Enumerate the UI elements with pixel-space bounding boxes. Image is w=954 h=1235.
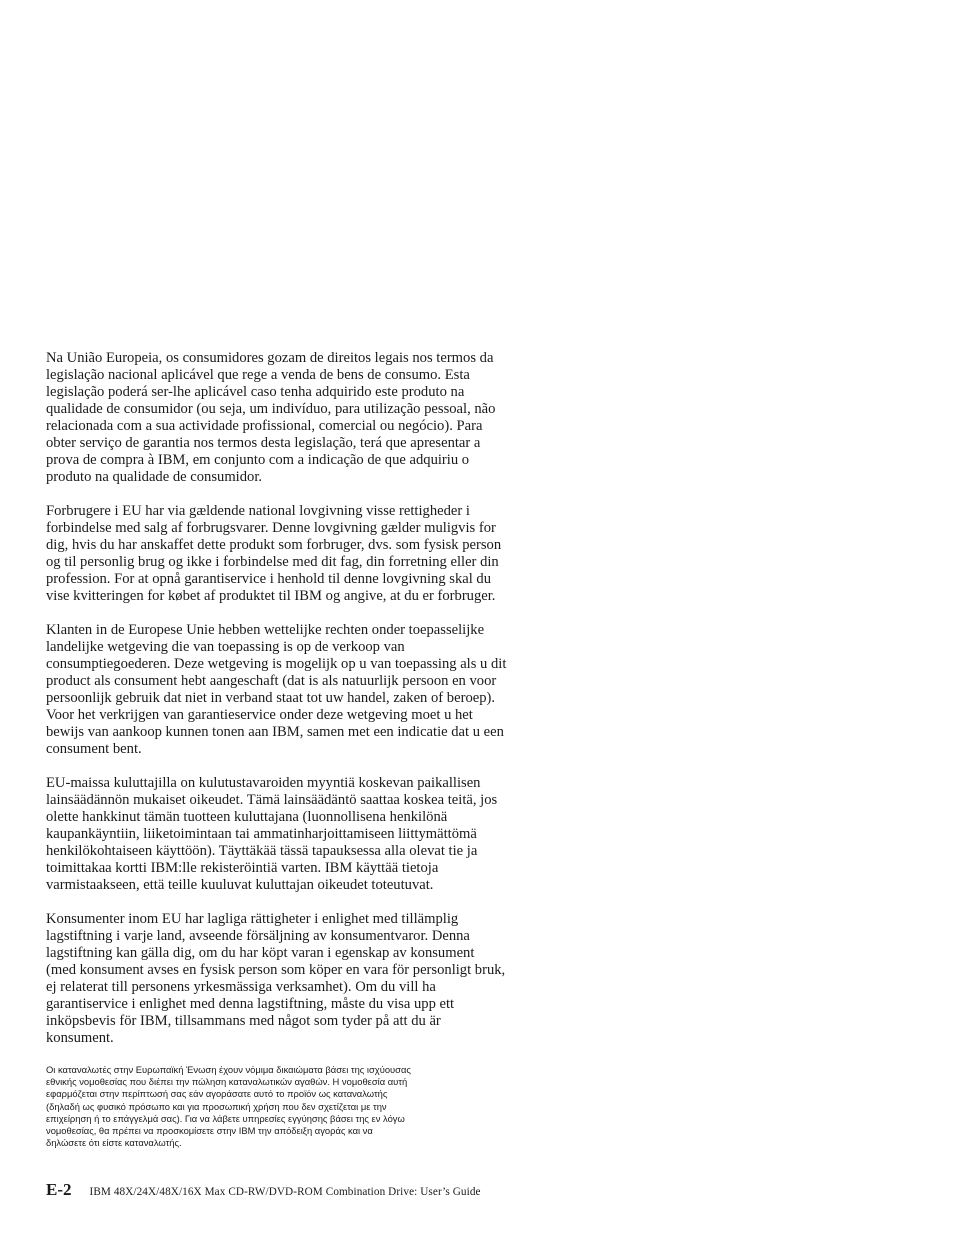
text-line: inköpsbevis för IBM, tillsammans med något som tyder på att du är bbox=[46, 1013, 441, 1029]
text-line: varmistaakseen, että teille kuuluvat kuluttajan oikeudet toteutuvat. bbox=[46, 877, 434, 893]
paragraph-swedish bbox=[46, 911, 556, 1047]
text-line: toimittakaa kortti IBM:lle rekisteröintiä varten. IBM käyttää tietoja bbox=[46, 860, 439, 876]
text-line: obter serviço de garantia nos termos desta legislação, terá que apresentar a bbox=[46, 435, 481, 451]
text-line: profession. For at opnå garantiservice i henhold til denne lovgivning skal du bbox=[46, 571, 492, 587]
document-title: IBM 48X/24X/48X/16X Max CD-RW/DVD-ROM Combination Drive: User’s Guide bbox=[89, 1186, 481, 1198]
paragraph-greek bbox=[46, 1064, 446, 1149]
page-footer bbox=[46, 1180, 481, 1200]
text-line: consumptiegoederen. Deze wetgeving is mogelijk op u van toepassing als u dit bbox=[46, 656, 507, 672]
text-line: εθνικής νομοθεσίας που διέπει την πώληση καταναλωτικών αγαθών. Η νομοθεσία αυτή bbox=[46, 1076, 408, 1088]
text-line: henkilökohtaiseen käyttöön). Täyttäkää tässä tapauksessa alla olevat tie ja bbox=[46, 843, 478, 859]
text-line: ej relaterat till personens yrkesmässiga verksamhet). Om du vill ha bbox=[46, 979, 436, 995]
paragraph-danish bbox=[46, 503, 556, 605]
text-line: lagstiftning i varje land, avseende försäljning av konsumentvaror. Denna bbox=[46, 928, 470, 944]
text-line: εφαρμόζεται στην περίπτωσή σας εάν αγοράσατε αυτό το προϊόν ως καταναλωτής bbox=[46, 1088, 388, 1100]
text-line: konsument. bbox=[46, 1030, 114, 1046]
text-line: EU-maissa kuluttajilla on kulutustavaroiden myyntiä koskevan paikallisen bbox=[46, 775, 481, 791]
text-line: Forbrugere i EU har via gældende national lovgivning visse rettigheder i bbox=[46, 503, 470, 519]
text-line: δηλώσετε ότι είστε καταναλωτής. bbox=[46, 1137, 182, 1149]
text-line: Na União Europeia, os consumidores gozam de direitos legais nos termos da bbox=[46, 350, 494, 366]
text-line: forbindelse med salg af forbrugsvarer. Denne lovgivning gælder muligvis for bbox=[46, 520, 496, 536]
text-line: og til personlig brug og ikke i forbindelse med dit fag, din forretning eller din bbox=[46, 554, 499, 570]
text-line: lagstiftning kan gälla dig, om du har köpt varan i egenskap av konsument bbox=[46, 945, 475, 961]
text-line: (δηλαδή ως φυσικό πρόσωπο και για προσωπική χρήση που δεν σχετίζεται με την bbox=[46, 1100, 387, 1112]
text-line: Οι καταναλωτές στην Ευρωπαϊκή Ένωση έχουν νόμιμα δικαιώματα βάσει της ισχύουσας bbox=[46, 1064, 411, 1075]
text-line: produto na qualidade de consumidor. bbox=[46, 469, 263, 485]
paragraph-portuguese bbox=[46, 350, 556, 486]
text-line: consument bent. bbox=[46, 741, 142, 757]
text-line: (med konsument avses en fysisk person som köper en vara för personligt bruk, bbox=[46, 962, 506, 978]
text-line: vise kvitteringen for købet af produktet til IBM og angive, at du er forbruger. bbox=[46, 588, 496, 604]
text-line: product als consument hebt aangeschaft (dat is als natuurlijk persoon en voor bbox=[46, 673, 497, 689]
text-line: Voor het verkrijgen van garantieservice onder deze wetgeving moet u het bbox=[46, 707, 473, 723]
text-line: lainsäädännön mukaiset oikeudet. Tämä lainsäädäntö saattaa koskea teitä, jos bbox=[46, 792, 498, 808]
text-line: qualidade de consumidor (ou seja, um indivíduo, para utilização pessoal, não bbox=[46, 401, 496, 417]
text-line: επιχείρηση ή το επάγγελμά σας). Για να λάβετε υπηρεσίες εγγύησης βάσει της εν λόγω bbox=[46, 1112, 405, 1124]
text-line: bewijs van aankoop kunnen tonen aan IBM, samen met een indicatie dat u een bbox=[46, 724, 504, 740]
paragraph-finnish bbox=[46, 775, 556, 894]
text-line: persoonlijk gebruik dat niet in verband staat tot uw handel, zaken of beroep). bbox=[46, 690, 496, 706]
text-line: landelijke wetgeving die van toepassing is op de verkoop van bbox=[46, 639, 405, 655]
text-line: kaupankäyntiin, liiketoimintaan tai ammatinharjoittamiseen liittymättömä bbox=[46, 826, 477, 842]
text-line: νομοθεσίας, θα πρέπει να προσκομίσετε στην IBM την απόδειξη αγοράς και να bbox=[46, 1125, 373, 1137]
text-line: legislação poderá ser-lhe aplicável caso tenha adquirido este produto na bbox=[46, 384, 465, 400]
text-line: legislação nacional aplicável que rege a venda de bens de consumo. Esta bbox=[46, 367, 470, 383]
body-text bbox=[46, 350, 556, 1149]
text-line: prova de compra à IBM, em conjunto com a indicação de que adquiriu o bbox=[46, 452, 470, 468]
text-line: relacionada com a sua actividade profissional, comercial ou negócio). Para bbox=[46, 418, 483, 434]
text-line: olette hankkinut tämän tuotteen kuluttajana (luonnollisena henkilönä bbox=[46, 809, 448, 825]
page-number: E-2 bbox=[46, 1180, 72, 1199]
paragraph-dutch bbox=[46, 622, 556, 758]
text-line: Konsumenter inom EU har lagliga rättigheter i enlighet med tillämplig bbox=[46, 911, 459, 927]
text-line: Klanten in de Europese Unie hebben wettelijke rechten onder toepasselijke bbox=[46, 622, 485, 638]
text-line: dig, hvis du har anskaffet dette produkt som forbruger, dvs. som fysisk person bbox=[46, 537, 502, 553]
text-line: garantiservice i enlighet med denna lagstiftning, måste du visa upp ett bbox=[46, 996, 455, 1012]
